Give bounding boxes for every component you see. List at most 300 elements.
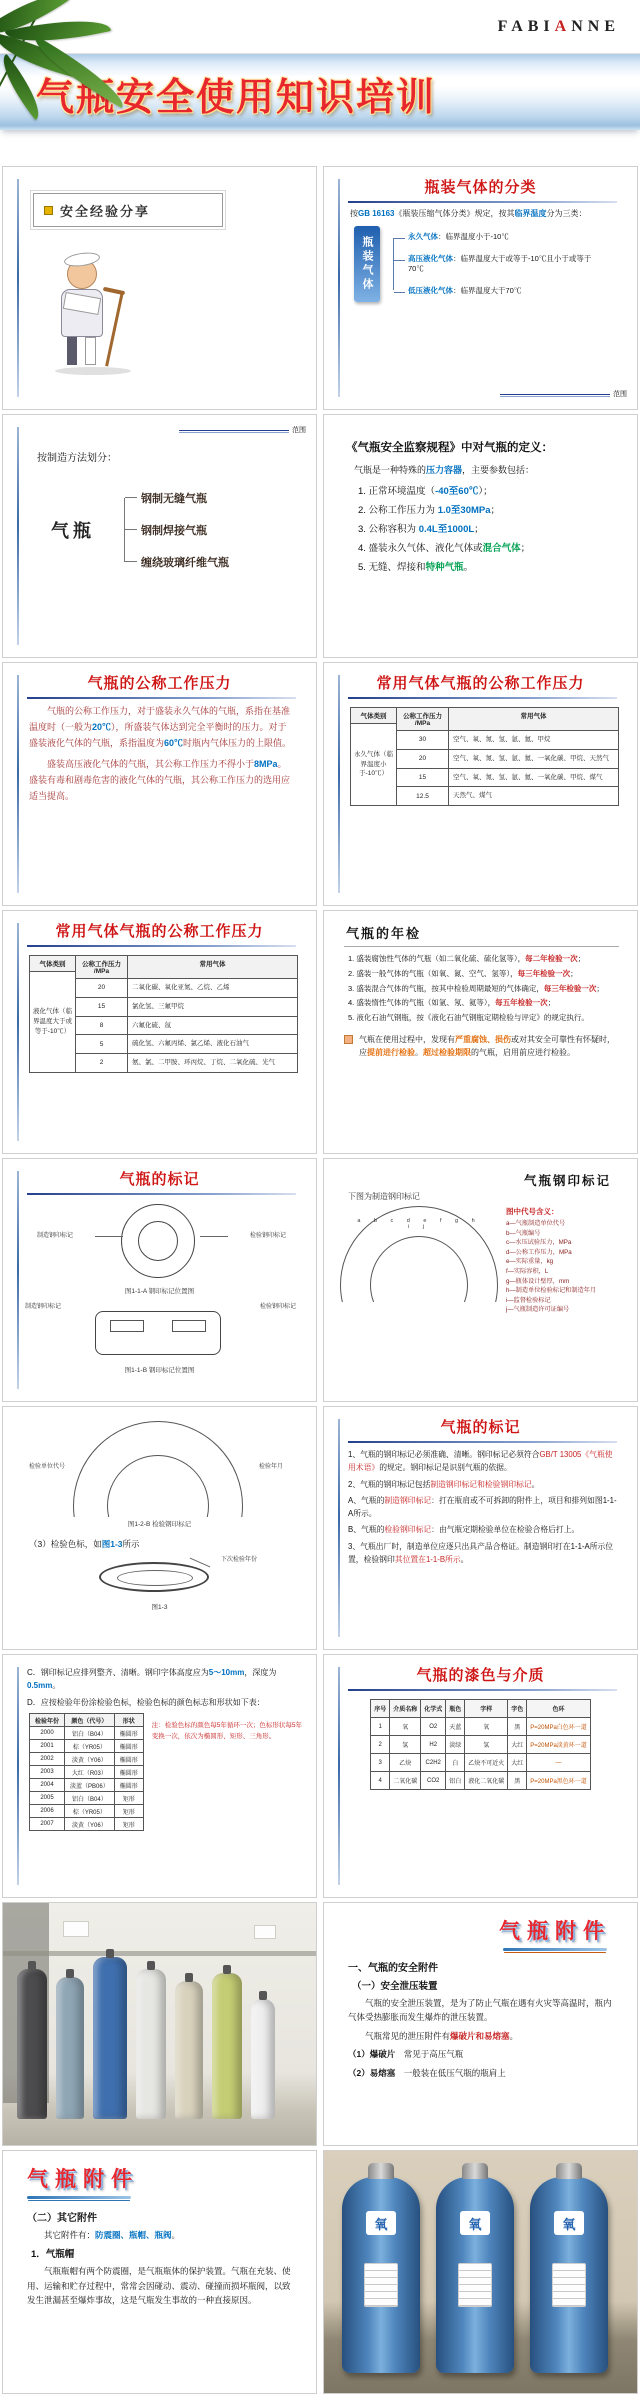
legend-item: d—公称工作压力，MPa	[506, 1248, 572, 1256]
oxygen-label-text: 氧	[562, 2216, 576, 2232]
formula-cell: CO2	[421, 1772, 446, 1790]
manufacture-stamp-fan-diagram	[340, 1206, 498, 1302]
slide-title: 气瓶的年检	[346, 926, 422, 941]
slide-title: 气瓶的漆色与介质	[416, 1667, 545, 1684]
index-cell: 4	[371, 1772, 390, 1790]
list-item	[348, 2066, 617, 2080]
cartoon-crutch	[105, 292, 124, 367]
text-segment: ；	[490, 505, 501, 516]
text-segment: 的规定。钢印标记是识别气瓶的依据。	[379, 1463, 512, 1473]
table-row	[397, 750, 618, 769]
shape-cell: 椭圆形	[114, 1766, 143, 1779]
column-header: 序号	[371, 1700, 390, 1718]
text-segment: （3）检验色标，如	[29, 1539, 102, 1549]
text-segment: ，深度为	[244, 1668, 277, 1677]
slide-title: 气瓶的公称工作压力	[87, 675, 232, 692]
slide-accent-line	[338, 1667, 340, 1885]
slide-color-mark-table	[2, 1654, 317, 1898]
year-cell: 2007	[30, 1818, 65, 1831]
year-cell: 2003	[30, 1766, 65, 1779]
keyword-red: 制造钢印标记和检验钢印标记	[430, 1479, 532, 1489]
bullet-square-icon	[344, 1035, 353, 1044]
label-inspection-date: 检验年月	[258, 1464, 283, 1470]
keyword-blue: 8MPa	[254, 759, 278, 770]
title-underline	[503, 1948, 607, 1951]
category-term: 永久气体	[408, 231, 438, 241]
text-segment: 。	[415, 1047, 423, 1057]
text-segment: ：由气瓶定期检验单位在检验合格后打上。	[431, 1525, 580, 1535]
definition-item	[358, 558, 637, 577]
text-segment: 1. 盛装腐蚀性气体的气瓶（如二氧化硫、硫化氢等），	[348, 954, 526, 963]
slides-grid	[0, 166, 640, 2394]
table-category-column	[351, 708, 397, 805]
leaf-decoration-icon	[0, 0, 180, 150]
figure-reference: 图1-3	[101, 1539, 123, 1549]
label-inspection-stamp: 检验钢印标记	[259, 1304, 296, 1310]
section-header-label	[179, 425, 306, 435]
color-cell: 淡蓝（PB06）	[65, 1779, 115, 1792]
color-cell: 铝白（B04）	[65, 1792, 115, 1805]
body-paragraph	[348, 2029, 617, 2043]
text-segment: ；	[570, 968, 578, 978]
keyword-blue: 1.0至30MPa	[437, 505, 491, 516]
slide-manufacture-stamp-detail	[323, 1158, 638, 1402]
slide-title: 气瓶附件	[27, 2168, 139, 2191]
pressure-cell: 5	[76, 1035, 128, 1053]
header-text: 范围	[292, 427, 306, 434]
text-segment: 的气瓶，启用前应进行检验。	[471, 1047, 575, 1057]
pressure-cell: 15	[397, 769, 449, 787]
table-row	[30, 1779, 144, 1792]
text-segment: ；	[596, 983, 604, 993]
medium-cell: 氧	[390, 1718, 421, 1736]
ring-cell: P=20MPa淡黄环一道	[527, 1736, 591, 1754]
text-segment: 5. 无缝、焊接和	[358, 562, 426, 573]
legend-item: a—气瓶制造单位代号	[506, 1220, 566, 1227]
label-manufacture-stamp: 制造钢印标记	[37, 1233, 74, 1239]
column-header: 字样	[465, 1700, 508, 1718]
cylinder-row	[342, 2177, 608, 2373]
cartoon-leg	[67, 337, 77, 365]
intro-text	[350, 208, 617, 220]
branch-item: 缠绕玻璃纤维气瓶	[125, 554, 229, 570]
leader-line	[95, 1236, 123, 1237]
keyword: 压力容器	[426, 465, 463, 475]
gas-cylinder	[17, 1969, 47, 2119]
slide-stamp-positions	[2, 1158, 317, 1402]
diagram-and-legend	[340, 1206, 627, 1315]
table-row	[371, 1736, 591, 1754]
color-mark-table	[29, 1713, 144, 1831]
injured-worker-cartoon	[37, 251, 147, 381]
table-row	[371, 1718, 591, 1736]
text-segment: 。	[171, 2230, 181, 2240]
text-segment: 时瓶内气体压力的上限值。	[183, 737, 292, 748]
body-paragraph	[27, 2228, 296, 2242]
cartoon-shadow	[55, 367, 131, 375]
keyword-red: 检验钢印标记	[384, 1525, 432, 1535]
color-cell: 淡黄（Y06）	[65, 1818, 115, 1831]
slide-accent-line	[17, 675, 19, 893]
table-row	[30, 1818, 144, 1831]
keyword-red: 制造钢印标记	[384, 1495, 432, 1505]
letter-color-cell: 黑	[508, 1772, 527, 1790]
color-cell: 大红（R03）	[65, 1766, 115, 1779]
column-header: 瓶色	[446, 1700, 465, 1718]
rule-d-text: D．应按检验年份涂检验色标，检验色标的颜色标志和形状如下表：	[27, 1697, 265, 1707]
brand-logo	[498, 18, 620, 36]
text-segment: 。	[531, 1479, 540, 1489]
text-segment: 4. 盛装永久气体、液化气体或	[358, 543, 483, 554]
legend-item: i—监督检验标记	[506, 1296, 551, 1304]
index-cell: 1	[371, 1718, 390, 1736]
slide-title: 安全经验分享	[60, 203, 151, 219]
oxygen-label	[460, 2211, 490, 2235]
year-cell: 2005	[30, 1792, 65, 1805]
ring-cell: P=20MPa白色环一道	[527, 1718, 591, 1736]
classification-item	[394, 254, 594, 274]
year-cell: 2004	[30, 1779, 65, 1792]
oxygen-label-text: 氧	[374, 2216, 388, 2232]
item-term: （2）易熔塞	[348, 2067, 396, 2078]
stamp-position-top-view	[3, 1200, 316, 1284]
column-header: 公称工作压力 /MPa	[76, 956, 128, 978]
text-segment: 2、气瓶的钢印标记包括	[348, 1479, 431, 1489]
table-category-column	[30, 956, 76, 1072]
legend-item: h—制造单位检验标记和制造年月	[506, 1287, 597, 1295]
definition-item	[358, 501, 637, 520]
rule-c-text	[27, 1667, 298, 1693]
color-cell: 淡黄（Y06）	[65, 1753, 115, 1766]
legend-item: b—气瓶编号	[506, 1229, 541, 1237]
legend-list	[506, 1219, 627, 1315]
intro-segment: 分为三类：	[546, 209, 587, 218]
section-heading: （二）其它附件	[27, 2213, 97, 2224]
title-rule	[27, 945, 296, 947]
item-desc: 一般装在低压气瓶的瓶肩上	[395, 2067, 506, 2078]
column-header: 介质名称	[390, 1700, 421, 1718]
keyword-blue: 60℃	[164, 737, 184, 748]
keyword-green: 特种气瓶	[425, 562, 464, 573]
classification-diagram	[354, 226, 637, 302]
body-paragraph	[29, 704, 294, 751]
ring-label: 下次检验年份	[220, 1557, 257, 1563]
slide-annual-inspection	[323, 910, 638, 1154]
slide-accent-line	[338, 1419, 340, 1637]
slide-accent-line	[17, 179, 19, 397]
branch-list	[125, 490, 229, 570]
table-rows	[371, 1718, 591, 1790]
pressure-table	[29, 955, 298, 1073]
classification-item	[394, 232, 594, 242]
deck-title: 气瓶安全使用知识培训	[36, 77, 437, 119]
table-row	[30, 1792, 144, 1805]
table-row	[30, 1727, 144, 1740]
text-segment: 2. 盛装一般气体的气瓶（如氧、氮、空气、氢等），	[348, 968, 518, 978]
inspection-item	[348, 983, 619, 996]
table-row	[397, 769, 618, 788]
pressure-cell: 2	[76, 1054, 128, 1072]
column-header: 颜色（代号）	[65, 1714, 115, 1727]
table-body	[397, 708, 618, 805]
leader-line	[200, 1236, 228, 1237]
bottle-color-cell: 淡绿	[446, 1736, 465, 1754]
slide-gas-classification	[323, 166, 638, 410]
table-header-row	[371, 1700, 591, 1718]
text-segment: 3、气瓶出厂时，制造单位应逐只出具产品合格证。制造钢印打在1-1-A所示位置，检验钢印	[348, 1541, 614, 1564]
keyword-blue: 5～10mm	[208, 1668, 245, 1677]
definition-item	[358, 539, 637, 558]
footer-text: 范围	[613, 391, 627, 398]
standard-code: GB 16163	[358, 209, 395, 218]
keyword-blue: 防震圈、瓶帽、瓶阀	[95, 2230, 172, 2240]
text-segment: C．钢印标记应排列整齐、清晰。钢印字体高度应为	[27, 1668, 209, 1677]
diagram-label: 按制造方法划分：	[37, 453, 117, 464]
table-header-row	[76, 956, 297, 979]
keyword-red: GB/T 13005《气瓶使用术语》	[348, 1450, 613, 1473]
bottle-color-cell: 白	[446, 1754, 465, 1772]
slide-accent-line	[17, 427, 19, 645]
keyword-green: 混合气体	[482, 543, 521, 554]
inspection-item	[348, 997, 619, 1010]
table-rows	[76, 979, 297, 1072]
body-paragraph	[348, 1540, 619, 1567]
header-line	[179, 430, 289, 431]
gases-cell: 天然气、煤气	[453, 792, 492, 800]
text-segment: 4. 盛装惰性气体的气瓶（如氩、氖、氦等），	[348, 998, 496, 1008]
subtitle: 下图为制造钢印标记	[348, 1192, 420, 1201]
title-rule	[27, 1193, 296, 1195]
gases-cell: 空气、氧、氮、氢、氩、氦、一氧化碳、甲烷、天然气	[453, 754, 609, 762]
paint-color-table	[370, 1699, 591, 1790]
table-row	[30, 1740, 144, 1753]
cylinder-cap	[368, 2163, 394, 2179]
photo-pipe	[3, 1951, 317, 1956]
lettering-cell: 氧	[465, 1718, 508, 1736]
period-keyword: 每三年检验一次	[543, 983, 597, 993]
slide-title: 气瓶的标记	[119, 1171, 200, 1188]
section-footer-label	[500, 389, 627, 399]
lettering-cell: 液化二氧化碳	[465, 1772, 508, 1790]
text-segment: 。	[460, 1554, 469, 1564]
table-row	[30, 1766, 144, 1779]
table-row	[76, 1054, 297, 1072]
keyword-blue: 0.4L至1000L	[418, 524, 475, 535]
shape-cell: 矩形	[114, 1792, 143, 1805]
gases-cell: 六氟化硫、氙	[132, 1021, 171, 1029]
page-header	[0, 0, 640, 130]
slide-accent-line	[17, 923, 19, 1141]
bottle-color-cell: 天蓝	[446, 1718, 465, 1736]
footer-line	[500, 394, 610, 395]
cylinder-cap	[462, 2163, 488, 2179]
year-cell: 2000	[30, 1727, 65, 1740]
label-inspection-stamp: 检验钢印标记	[249, 1233, 286, 1239]
legend-item: e—实际重量，kg	[506, 1258, 554, 1266]
slide-accessories-safety	[323, 1902, 638, 2146]
cylinder-cap	[556, 2163, 582, 2179]
table-note: 注：检验色标的颜色每5年循环一次；色标形状每5年变换一次，依次为椭圆形、矩形、三角形。	[151, 1722, 302, 1740]
formula-cell: H2	[421, 1736, 446, 1754]
gas-cylinder	[136, 1969, 166, 2119]
lettering-cell: 乙炔不可近火	[465, 1754, 508, 1772]
stamp-area	[172, 1320, 206, 1332]
gas-cylinder	[251, 1999, 275, 2119]
text-segment: 2. 公称工作压力为	[358, 505, 438, 516]
title-rule	[344, 946, 619, 947]
table-and-note	[29, 1713, 302, 1831]
figure-caption: 图1-1-B 钢印标记位置图	[124, 1367, 195, 1374]
body-paragraph	[348, 1478, 619, 1491]
cylinder-sticker	[552, 2263, 586, 2307]
slide-stamp-rules-text	[323, 1406, 638, 1650]
photo-blue-oxygen-cylinders	[323, 2150, 638, 2394]
text-segment: 3. 盛装混合气体的气瓶，按其中检验周期最短的气体确定，	[348, 983, 544, 993]
text-segment: 其它附件有：	[44, 2230, 96, 2240]
column-header: 字色	[508, 1700, 527, 1718]
text-segment: 5. 液化石油气钢瓶，按《液化石油气钢瓶定期检验与评定》的规定执行。	[348, 1013, 589, 1022]
fan-shape	[73, 1421, 243, 1517]
gases-cell: 氨、氯、二甲胺、环丙烷、丁烷、二氧化硫、光气	[132, 1059, 275, 1066]
cylinder-sticker	[458, 2263, 492, 2307]
manufacture-diagram	[51, 490, 316, 570]
table-row	[397, 731, 618, 750]
category-desc: ：临界温度小于-10℃	[438, 231, 509, 241]
note-text	[359, 1033, 621, 1059]
gases-cell: 二氧化碳、氧化亚氮、乙烷、乙烯	[132, 984, 230, 991]
year-cell: 2002	[30, 1753, 65, 1766]
keyword-red: 爆破片和易熔塞	[450, 2030, 510, 2041]
period-keyword: 每三年检验一次	[517, 968, 571, 978]
gases-cell: 空气、氧、氮、氢、氩、氦、一氧化碳、甲烷、煤气	[453, 773, 603, 781]
diagram-root: 气瓶	[51, 521, 95, 541]
table-header-row	[397, 708, 618, 731]
color-ring-diagram	[99, 1554, 257, 1600]
slide-safety-experience	[2, 166, 317, 410]
color-cell: 铝白（B04）	[65, 1727, 115, 1740]
formula-cell: O2	[421, 1718, 446, 1736]
table-row	[76, 1035, 297, 1054]
text-segment: 气瓶的公称工作压力，对于盛装永久气体的气瓶，系指在基准温度时（一般为	[29, 706, 291, 732]
slide-title-box	[33, 193, 223, 227]
cylinder-outline-circle	[121, 1204, 195, 1278]
table-row	[371, 1772, 591, 1790]
section-heading: 一、气瓶的安全附件	[348, 1963, 438, 1974]
wall-sign	[254, 1925, 276, 1939]
keyword-orange: 超过检验期限	[423, 1047, 471, 1057]
stamp-position-front-view	[3, 1301, 316, 1363]
intro-segment: 《瓶装压缩气体分类》规定，按其	[394, 209, 515, 218]
color-ring	[99, 1562, 209, 1592]
keyword-blue: 20℃	[92, 721, 112, 732]
gases-cell: 硫化氢、六氟丙烯、氯乙烯、液化石油气	[132, 1040, 249, 1048]
medium-cell: 二氧化碳	[390, 1772, 421, 1790]
slide-title: 常用气体气瓶的公称工作压力	[55, 923, 264, 940]
label-manufacture-stamp: 制造钢印标记	[25, 1304, 62, 1310]
category-cell: 液化气体（临界温度大于或等于-10℃）	[33, 1008, 72, 1035]
column-header: 化学式	[421, 1700, 446, 1718]
wall-sign	[63, 1921, 89, 1937]
definition-item	[358, 520, 637, 539]
oxygen-label	[554, 2211, 584, 2235]
classification-item	[394, 286, 594, 296]
table-row	[371, 1754, 591, 1772]
brand-logo-part: NNE	[571, 18, 620, 35]
slide-title: 气瓶附件	[499, 1920, 611, 1943]
branch-item: 钢制焊接气瓶	[125, 522, 229, 538]
pressure-cell: 20	[76, 979, 128, 997]
medium-cell: 乙炔	[390, 1754, 421, 1772]
shape-cell: 椭圆形	[114, 1740, 143, 1753]
stamp-area	[110, 1320, 144, 1332]
shape-cell: 矩形	[114, 1818, 143, 1831]
color-cell: 棕（YR05）	[65, 1805, 115, 1818]
intro-segment: 按	[350, 209, 358, 218]
text-segment: ）；	[478, 486, 493, 497]
table-row	[397, 787, 618, 805]
gas-cylinder	[93, 1957, 127, 2119]
paragraph-list	[3, 704, 316, 805]
brand-logo-part: FABI	[497, 18, 555, 35]
text-segment: 气瓶是一种特殊的	[354, 465, 427, 475]
subtitle	[354, 463, 619, 476]
fancy-title-wrap	[324, 1915, 611, 1945]
oxygen-cylinder	[342, 2177, 420, 2373]
cylinder-shoulder-rect	[95, 1311, 221, 1355]
gases-cell: 氯化氢、三氟甲烷	[132, 1002, 184, 1010]
table-row	[76, 1017, 297, 1036]
slide-title: 气瓶钢印标记	[523, 1174, 611, 1188]
text-segment: 所示	[122, 1539, 140, 1549]
slide-inspection-stamp-and-color-mark	[2, 1406, 317, 1650]
cylinder-sticker	[364, 2263, 398, 2307]
photo-various-gas-cylinders	[2, 1902, 317, 2146]
bottle-color-cell: 铝白	[446, 1772, 465, 1790]
body-paragraph: 气瓶瓶帽有两个防震圈，是气瓶瓶体的保护装置。气瓶在充装、使用、运输和贮存过程中，常常会因碰动、震动、碰撞而损坏瓶阀，以致发生泄漏甚至爆炸事故，这是气瓶发生事故的一种直接原因。	[27, 2266, 291, 2306]
slide-title: 常用气体气瓶的公称工作压力	[376, 675, 585, 692]
inspection-stamp-fan-diagram	[29, 1421, 283, 1517]
table-header-row	[30, 1714, 144, 1727]
inspection-item	[348, 1012, 619, 1025]
slide-manufacture-classification	[2, 414, 317, 658]
slide-cylinder-definition	[323, 414, 638, 658]
medium-cell: 氢	[390, 1736, 421, 1754]
year-cell: 2006	[30, 1805, 65, 1818]
oxygen-cylinder	[436, 2177, 514, 2373]
pressure-cell: 8	[76, 1017, 128, 1035]
table-row	[30, 1753, 144, 1766]
period-keyword: 每二年检验一次	[525, 954, 578, 963]
text-segment: 。	[463, 562, 474, 573]
text-segment: 气瓶在使用过程中，发现有	[359, 1034, 455, 1044]
table-rows	[30, 1727, 144, 1831]
category-cell: 永久气体（临界温度小于-10℃）	[354, 750, 393, 778]
gas-cylinder	[56, 1977, 84, 2119]
body-paragraph	[348, 1494, 619, 1521]
gas-cylinder	[212, 1973, 242, 2119]
shape-cell: 椭圆形	[114, 1779, 143, 1792]
legend-item: c—水压试验压力，MPa	[506, 1239, 572, 1247]
slide-title: 瓶装气体的分类	[424, 179, 537, 196]
sub-heading: （一）安全泄压装置	[352, 1981, 438, 1992]
fancy-title-wrap	[27, 2163, 316, 2193]
pressure-cell: 30	[397, 731, 449, 749]
column-header: 形状	[114, 1714, 143, 1727]
color-cell: 棕（YR05）	[65, 1740, 115, 1753]
leaf-icon	[26, 36, 131, 108]
list-item	[348, 2047, 617, 2061]
letter-color-cell: 黑	[508, 1718, 527, 1736]
